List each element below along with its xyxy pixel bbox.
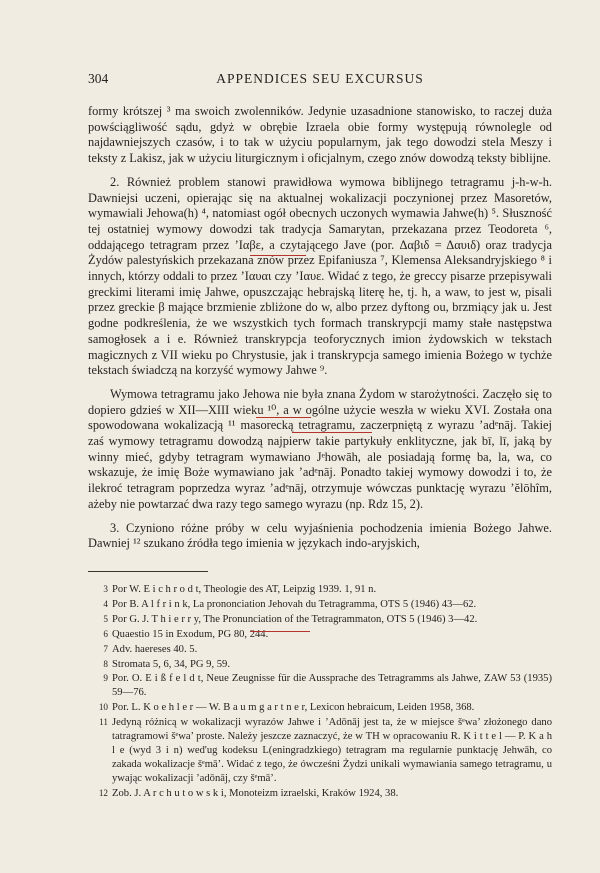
footnote [88,787,552,801]
red-underline-annotation [292,432,372,433]
footnote-number: 10 [98,702,108,713]
footnote-number: 7 [103,643,108,654]
footnote-number: 9 [103,673,108,684]
footnote [88,701,552,715]
paragraph: formy krótszej ³ ma swoich zwolenników. Jedynie uzasadnione stanowisko, to raczej duża powściągliwość sądu, gdyż w obrębie Izraela obie formy występują równolegle od najdawniejszych czasów, i to tak w użyciu popularnym, jak tego dowodzi stela Meszy i teksty z Lakisz, jak w użyciu liturgicznym i oficjalnym, czego znów dowodzą teksty biblijne. [88,104,552,166]
footnote-number: 8 [103,658,108,669]
footnote [88,643,552,657]
footnote [88,613,552,627]
footnote-number: 5 [103,613,108,624]
footnote-number: 11 [99,717,108,728]
footnote-text: Quaestio 15 in Exodum, PG 80, 244. [112,628,269,640]
paragraph: 2. Również problem stanowi prawidłowa wymowa biblijnego tetragramu j-h-w-h. Dawniejsi uczeni, opierając się na aktualnej wokalizacji poczynionej przez Masoretów, wymawiali Jehowa(h) ⁴, natomiast ogół obecnych uczonych wymawia Jahwe(h) ⁵. Słuszność tej ostatniej wymowy dowodzi tak tradycja Samarytan, przekazana przez Teodoreta ⁶, oddającego tetragram przez ’Ιαβε, a czytającego Jave (por. Δαβιδ = Δαυιδ) oraz tradycja Żydów palestyńskich przekazana znów przez Epifaniusza ⁷, Klemensa Aleksandryjskiego ⁸ i innych, którzy oddali to przez ’Ιαυαι czy ’Ιαυε. Widać z tego, że greccy pisarze przepisywali greckimi literami imię Jahwe, opuszczając hebrajską literę he, tj. h, a waw, to jest w, pisali przez greckie β mające brzmienie zbliżone do w, albo przez dyftong ou, brzmiący jak u. Jest godne podkreślenia, że we wszystkich tych formach transkrypcji mamy stałe następstwa samogłosek a i e. Również transkrypcja teoforycznych imion żydowskich w tekstach magicznych z VII wieku po Chrystusie, jak i transkrypcja samego imienia Bożego w tychże tekstach świadczą na korzyść wymowy Jahwe ⁹. [88,174,552,378]
running-title: APPENDICES SEU EXCURSUS [216,71,424,86]
footnote-text: Adv. haereses 40. 5. [112,643,198,655]
footnote-text: Por. O. E i ß f e l d t, Neue Zeugnisse für die Aussprache des Tetragramms als Jahwe, ZAW 53 (1935) 59—76. [112,673,552,699]
footnote-text: Por. L. K o e h l e r — W. B a u m g a r t n e r, Lexicon hebraicum, Leiden 1958, 368. [112,702,475,714]
footnote-number: 3 [103,584,108,594]
footnote-number: 4 [103,598,108,609]
paragraph: 3. Czyniono różne próby w celu wyjaśnienia pochodzenia imienia Bożego Jahwe. Dawniej ¹² szukano źródła tego imienia w językach indo-aryjskich, [88,520,552,551]
footnote-text: Por B. A l f r i n k, La prononciation Jehovah du Tetragramma, OTS 5 (1946) 43—62. [112,598,477,610]
paragraph: Wymowa tetragramu jako Jehowa nie była znana Żydom w starożytności. Zaczęło się to dopiero gdzieś w XII—XIII wieku ¹⁰, a w ogólne użycie weszła w wieku XVI. Została ona spowodowana wokalizacją ¹¹ masorecką tetragramu, zaczerpniętą z wyrazu ’adᵉnāj. Takiej zaś wymowy tetragramu dowodzą najpierw takie partykuły enklityczne, jak bī, lī, jaką by winny mieć, gdyby tetragram wymawiano Jᵉhowāh, ale posiadają formę ba, la, wa, co wskazuje, że imię Boże wymawiano jak ’adᵉnāj. Ponadto takiej wymowy dowodzi i to, że ilekroć tetragram poprzedza wyraz ’adᵉnāj, otrzymuje wówczas punktację wyrazu ’ĕlōhîm, ażeby nie powtarzać dwa razy tego samego wyrazu (np. Rdz 15, 2). [88,386,552,511]
red-underline-annotation [256,417,311,418]
footnote [88,658,552,672]
footnote [88,628,552,642]
footnote-text: Jedyną różnicą w wokalizacji wyrazów Jahwe i ’Adōnāj jest ta, że w miejsce šᵉwa’ złożonego dano tatragramowi šᵉwa’ proste. Należy jeszcze zaznaczyć, że w TH w opracowaniu R. K i t t e l — P. K a h l e (wyd 3 i n) wed'ug kodeksu L(eningradzkiego) tetragram ma regularnie punktację Jehwāh, co zakada wokalizacje šᵉmā’. Widać z tego, że ówcześni Żydzi unikali wymawiania samego tetragramu, u ywając wokalizacji ’adōnāj, czy šᵉmā’. [112,717,552,784]
footnote [88,583,552,597]
main-text [88,104,552,560]
footnote-text: Por G. J. T h i e r r y, The Pronunciation of the Tetragrammaton, OTS 5 (1946) 3—42. [112,613,478,625]
footnote-text: Zob. J. A r c h u t o w s k i, Monoteizm izraelski, Kraków 1924, 38. [112,787,399,799]
footnote [88,716,552,786]
footnote-text: Por W. E i c h r o d t, Theologie des AT, Leipzig 1939. 1, 91 n. [112,584,377,595]
page-header [88,71,552,87]
footnote [88,672,552,700]
footnote-separator [88,571,208,572]
footnote-number: 6 [103,628,108,639]
page-number: 304 [88,71,109,86]
footnote-number: 12 [98,787,108,798]
red-underline-annotation [250,255,306,256]
red-underline-annotation [250,631,310,632]
footnotes [88,583,552,802]
footnote-text: Stromata 5, 6, 34, PG 9, 59. [112,658,231,670]
footnote [88,598,552,612]
